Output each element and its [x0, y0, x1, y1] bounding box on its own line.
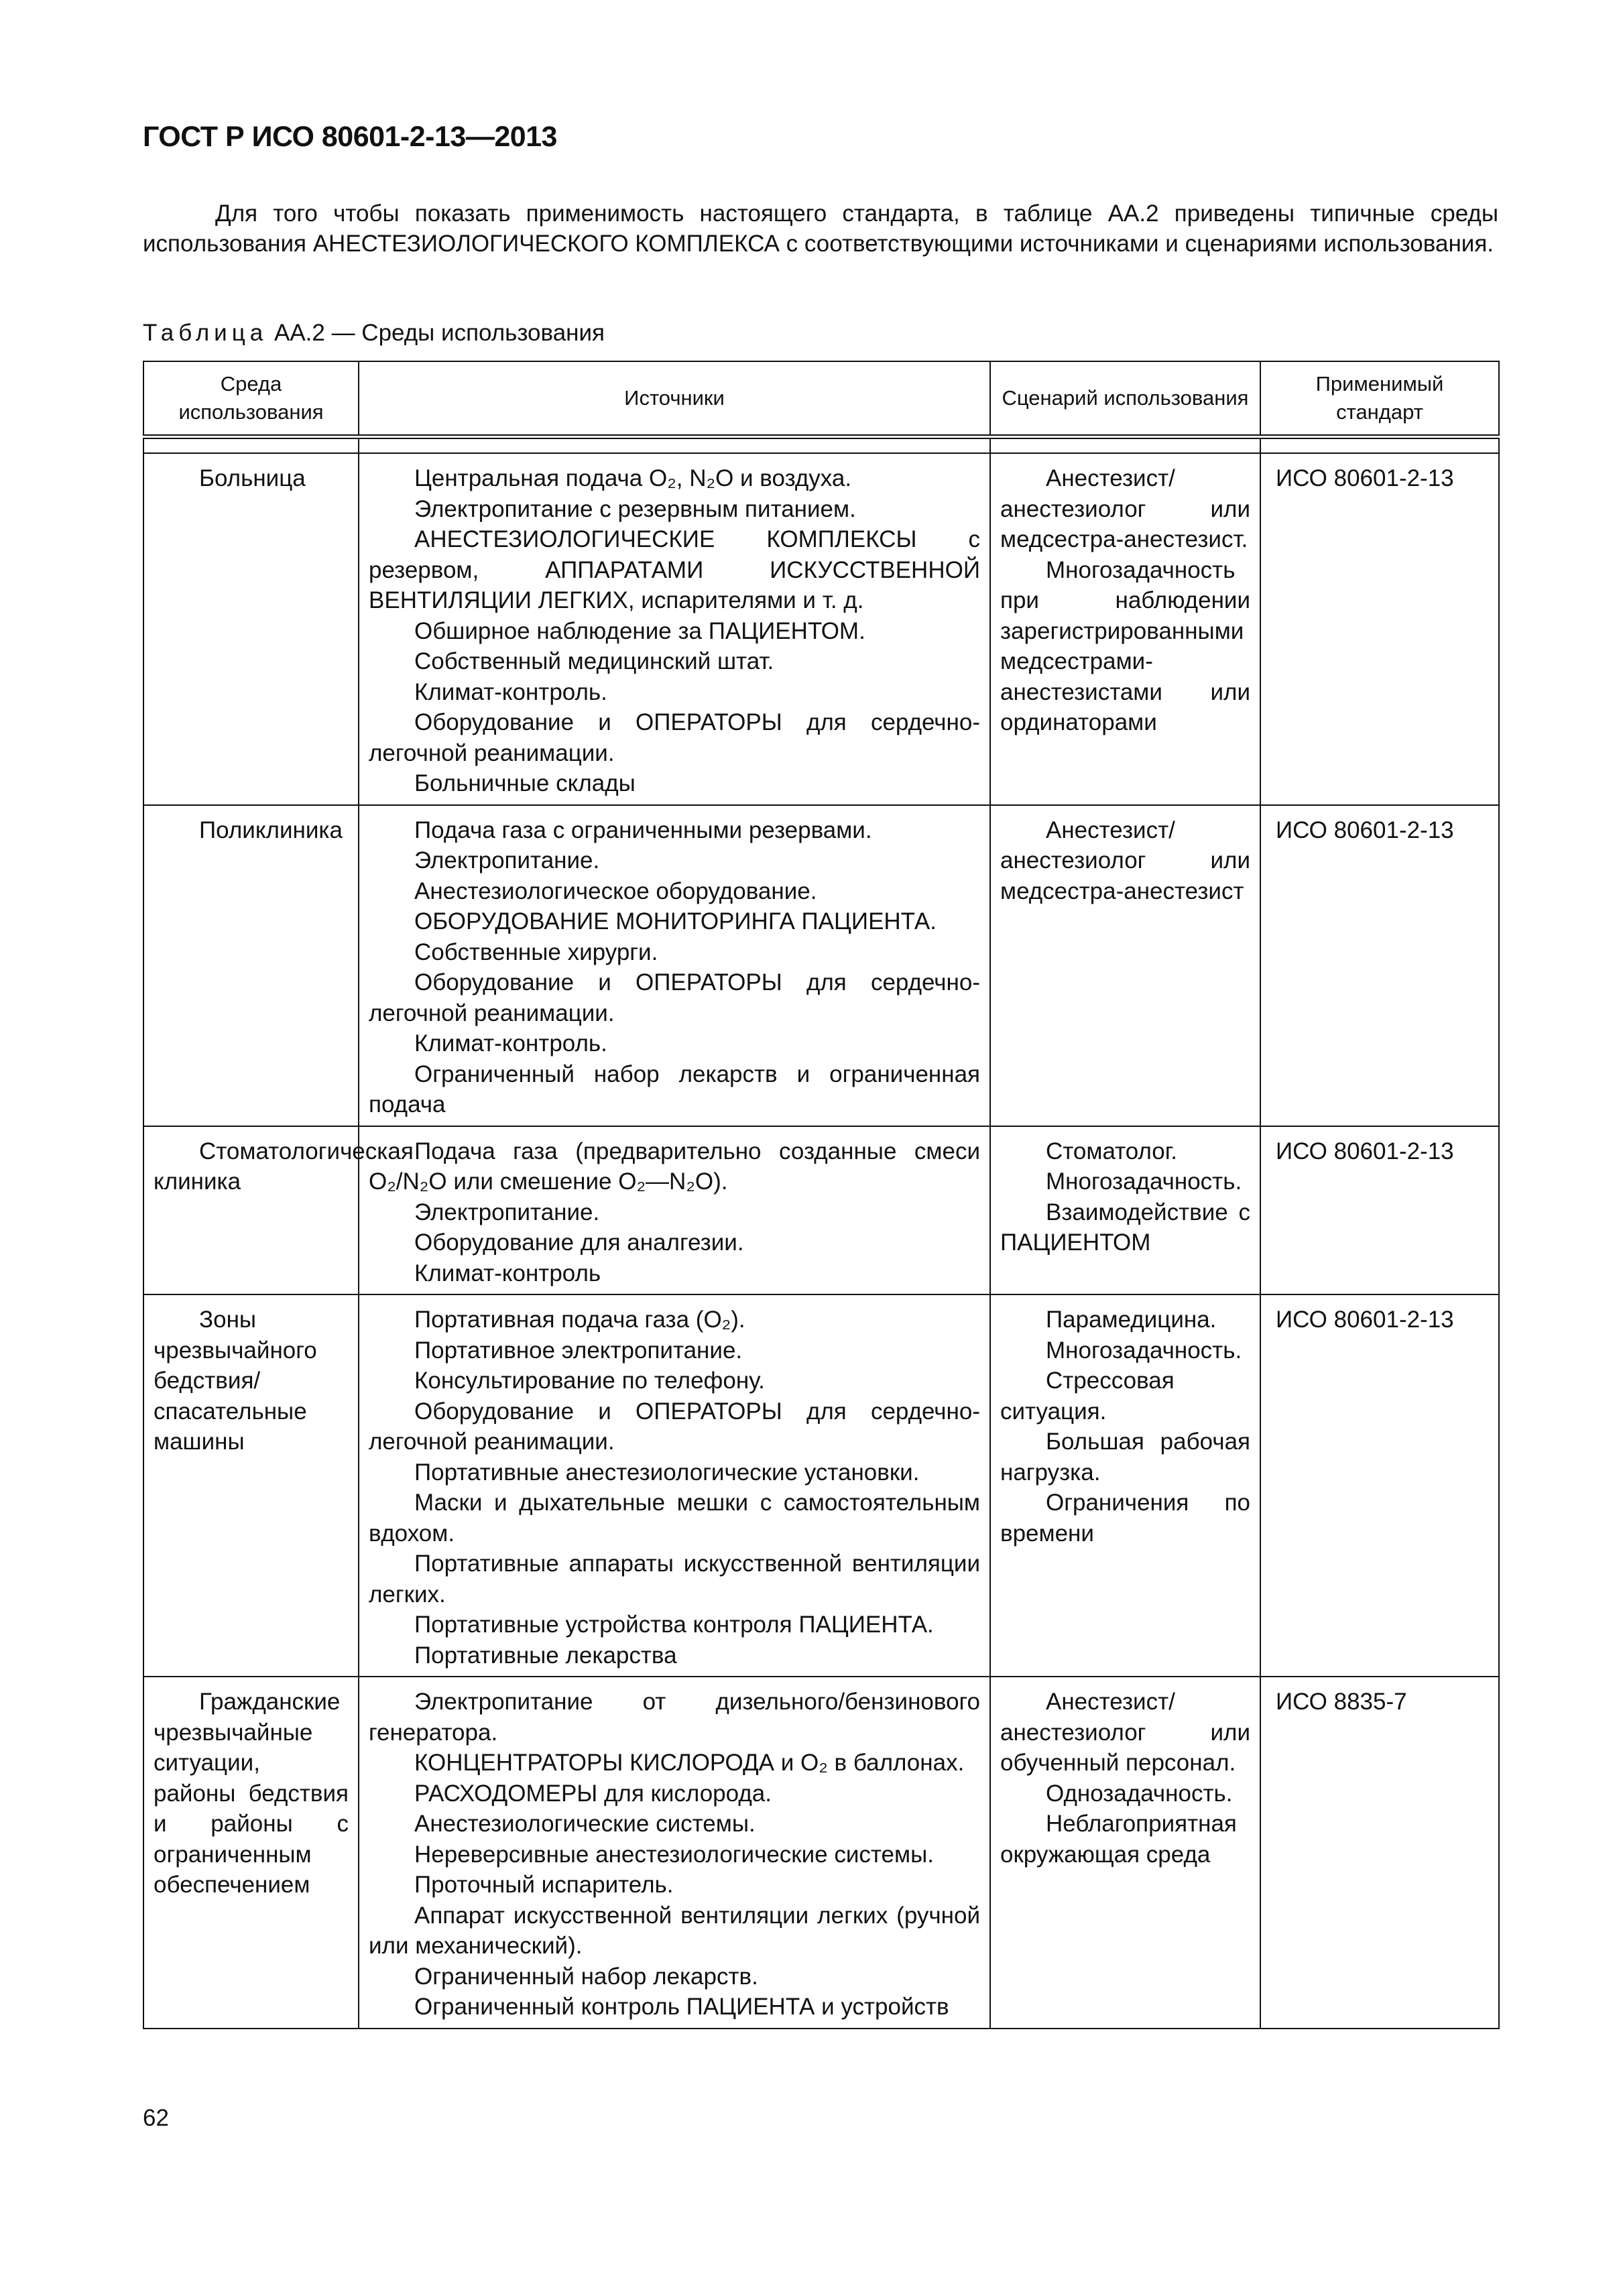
scenario-item: Анестезист/анестезиолог или медсестра-анестезист	[1000, 817, 1250, 904]
column-header-environment: Среда использования	[143, 361, 359, 437]
source-item: Портативные аппараты искусственной вентиляции легких.	[369, 1551, 980, 1608]
separator-cell	[990, 437, 1260, 454]
document-code-header: ГОСТ Р ИСО 80601-2-13—2013	[143, 121, 557, 153]
source-item: Собственные хирурги.	[414, 939, 658, 965]
source-item: Проточный испаритель.	[414, 1872, 674, 1898]
environment-cell	[143, 453, 359, 805]
source-item: Нереверсивные анестезиологические системы.	[414, 1841, 934, 1868]
source-item: Климат-контроль.	[414, 1030, 607, 1056]
scenario-item: Анестезист/анестезиолог или обученный персонал.	[1000, 1689, 1250, 1776]
table-row	[143, 1677, 1499, 2029]
scenario-item: Взаимодействие с ПАЦИЕНТОМ	[1000, 1199, 1250, 1256]
scenario-item: Многозадачность.	[1046, 1168, 1242, 1195]
scenario-cell	[990, 1126, 1260, 1295]
standard-cell	[1260, 1294, 1499, 1677]
source-item: Подача газа (предварительно созданные смеси O₂/N₂O или смешение O₂—N₂O).	[369, 1138, 980, 1195]
table-header-row	[143, 361, 1499, 437]
scenario-item: Стрессовая ситуация.	[1000, 1368, 1175, 1425]
source-item: Анестезиологическое оборудование.	[414, 878, 817, 904]
table-caption	[143, 318, 605, 348]
standard-text: ИСО 80601-2-13	[1276, 817, 1454, 843]
environment-cell	[143, 1126, 414, 1295]
environment-text: Больница	[199, 465, 306, 491]
table-row	[143, 1294, 1499, 1677]
standard-text: ИСО 80601-2-13	[1276, 1307, 1454, 1333]
separator-cell	[1260, 437, 1499, 454]
source-item: Электропитание с резервным питанием.	[414, 495, 856, 522]
sources-cell	[359, 1126, 990, 1295]
source-item: Портативные лекарства	[414, 1642, 677, 1669]
source-item: Ограниченный контроль ПАЦИЕНТА и устройств	[414, 1994, 949, 2020]
source-item: Обширное наблюдение за ПАЦИЕНТОМ.	[414, 617, 865, 644]
source-item: РАСХОДОМЕРЫ для кислорода.	[414, 1780, 772, 1807]
environment-text: Зоны чрезвычайного бедствия/спасательные машины	[154, 1307, 317, 1455]
source-item: ОБОРУДОВАНИЕ МОНИТОРИНГА ПАЦИЕНТА.	[414, 908, 937, 934]
separator-cell	[359, 437, 990, 454]
scenario-item: Стоматолог.	[1046, 1138, 1177, 1164]
scenario-cell	[990, 805, 1260, 1126]
table-row	[143, 1126, 1499, 1295]
source-item: Портативные устройства контроля ПАЦИЕНТА.	[414, 1612, 934, 1638]
standard-cell	[1260, 805, 1499, 1126]
source-item: Портативная подача газа (O₂).	[414, 1307, 745, 1333]
source-item: Электропитание.	[414, 847, 600, 873]
column-header-scenario: Сценарий использования	[990, 361, 1260, 437]
environment-cell	[143, 1677, 359, 2029]
scenario-item: Большая рабочая нагрузка.	[1000, 1429, 1250, 1486]
source-item: АНЕСТЕЗИОЛОГИЧЕСКИЕ КОМПЛЕКСЫ с резервом, АППАРАТАМИ ИСКУССТВЕННОЙ ВЕНТИЛЯЦИИ ЛЕГКИХ, испарителями и т. д.	[369, 526, 980, 613]
source-item: Климат-контроль	[414, 1260, 601, 1286]
scenario-item: Многозадачность.	[1046, 1337, 1242, 1364]
scenario-item: Многозадачность при наблюдении зарегистрированными медсестрами-анестезистами или ординаторами	[1000, 556, 1250, 735]
source-item: Подача газа с ограниченными резервами.	[414, 817, 872, 843]
separator-cell	[143, 437, 359, 454]
page-number: 62	[143, 2105, 169, 2131]
source-item: Оборудование и ОПЕРАТОРЫ для сердечно-легочной реанимации.	[369, 709, 980, 766]
source-item: Оборудование для аналгезии.	[414, 1229, 744, 1256]
environment-cell	[143, 805, 359, 1126]
standard-text: ИСО 8835-7	[1276, 1689, 1407, 1715]
scenario-item: Ограничения по времени	[1000, 1490, 1250, 1547]
environment-cell	[143, 1294, 359, 1677]
scenario-item: Однозадачность.	[1046, 1780, 1233, 1807]
table-caption-label: Таблица	[143, 320, 268, 346]
standard-cell	[1260, 453, 1499, 805]
column-header-standard: Применимый стандарт	[1260, 361, 1499, 437]
scenario-item: Анестезист/анестезиолог или медсестра-анестезист.	[1000, 465, 1250, 552]
environment-text: Гражданские чрезвычайные ситуации, районы бедствия и районы с ограниченным обеспечением	[154, 1689, 349, 1898]
sources-cell	[359, 1294, 990, 1677]
source-item: КОНЦЕНТРАТОРЫ КИСЛОРОДА и O₂ в баллонах.	[414, 1750, 965, 1776]
usage-environments-table	[143, 361, 1500, 2029]
standard-cell	[1260, 1677, 1499, 2029]
source-item: Электропитание.	[414, 1199, 600, 1225]
environment-text: Поликлиника	[199, 817, 343, 843]
scenario-cell	[990, 1294, 1260, 1677]
sources-cell	[359, 805, 990, 1126]
source-item: Портативные анестезиологические установки.	[414, 1459, 920, 1486]
sources-cell	[359, 1677, 990, 2029]
source-item: Больничные склады	[414, 770, 636, 796]
source-item: Электропитание от дизельного/бензинового генератора.	[369, 1689, 980, 1746]
source-item: Оборудование и ОПЕРАТОРЫ для сердечно-легочной реанимации.	[369, 969, 980, 1026]
scenario-cell	[990, 453, 1260, 805]
source-item: Аппарат искусственной вентиляции легких (ручной или механический).	[369, 1902, 980, 1959]
scenario-item: Парамедицина.	[1046, 1307, 1217, 1333]
source-item: Ограниченный набор лекарств и ограниченная подача	[369, 1061, 980, 1117]
header-separator-row	[143, 437, 1499, 454]
source-item: Собственный медицинский штат.	[414, 648, 774, 674]
source-item: Оборудование и ОПЕРАТОРЫ для сердечно-легочной реанимации.	[369, 1398, 980, 1455]
table-row	[143, 453, 1499, 805]
source-item: Центральная подача O₂, N₂O и воздуха.	[414, 465, 852, 491]
table-caption-title: АА.2 — Среды использования	[274, 320, 605, 346]
column-header-sources: Источники	[359, 361, 990, 437]
intro-paragraph: Для того чтобы показать применимость настоящего стандарта, в таблице АА.2 приведены типичные среды использования АНЕСТЕЗИОЛОГИЧЕСКОГО КОМПЛЕКСА с соответствующими источниками и сценариями использования.	[143, 200, 1498, 257]
table-row	[143, 805, 1499, 1126]
source-item: Климат-контроль.	[414, 678, 607, 705]
standard-text: ИСО 80601-2-13	[1276, 1138, 1454, 1164]
scenario-cell	[990, 1677, 1260, 2029]
environment-text: Стоматологическая клиника	[154, 1138, 414, 1195]
standard-cell	[1260, 1126, 1499, 1295]
source-item: Ограниченный набор лекарств.	[414, 1963, 758, 1990]
standard-text: ИСО 80601-2-13	[1276, 465, 1454, 491]
scenario-item: Неблагоприятная окружающая среда	[1000, 1811, 1237, 1868]
source-item: Консультирование по телефону.	[414, 1368, 765, 1394]
source-item: Анестезиологические системы.	[414, 1811, 756, 1837]
source-item: Портативное электропитание.	[414, 1337, 743, 1364]
source-item: Маски и дыхательные мешки с самостоятельным вдохом.	[369, 1490, 980, 1547]
sources-cell	[359, 453, 990, 805]
